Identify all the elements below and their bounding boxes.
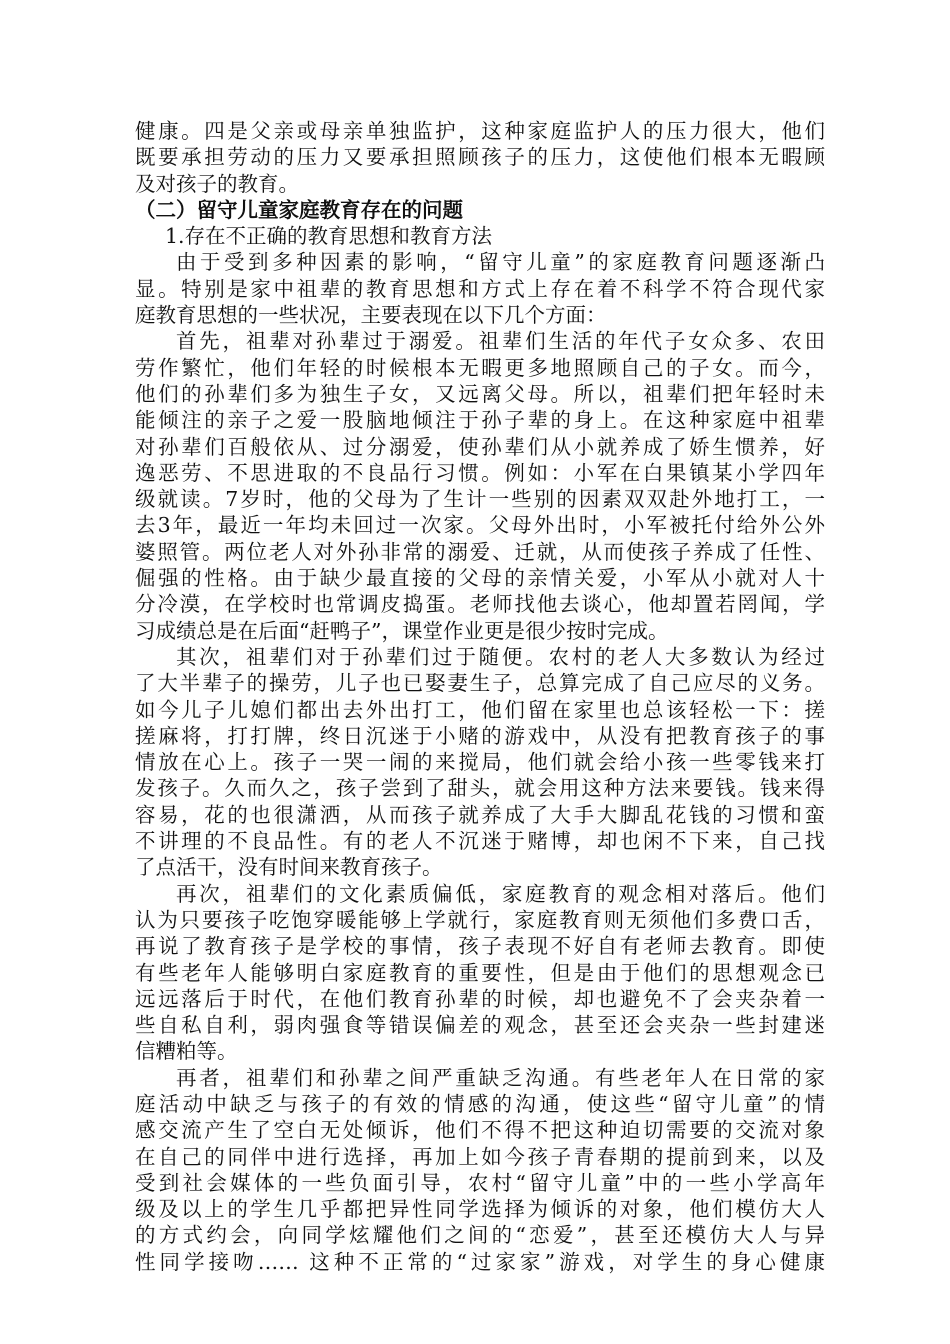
text-line: 在自己的同伴中进行选择，再加上如今孩子青春期的提前到来，以及	[135, 1144, 825, 1169]
text-line: 习成绩总是在后面“赶鸭子”，课堂作业更是很少按时完成。	[135, 618, 669, 643]
text-line: 再说了教育孩子是学校的事情，孩子表现不好自有老师去教育。即使	[135, 934, 825, 959]
text-line: 倔强的性格。由于缺少最直接的父母的亲情关爱，小军从小就对人十	[135, 566, 825, 591]
text-line: 搓麻将，打打牌，终日沉迷于小赌的游戏中，从没有把教育孩子的事	[135, 723, 825, 748]
subsection-heading: 1.存在不正确的教育思想和教育方法	[165, 224, 493, 249]
text-line: 的方式约会，向同学炫耀他们之间的“恋爱”，甚至还模仿大人与异	[135, 1223, 825, 1248]
text-line: 显。特别是家中祖辈的教育思想和方式上存在着不科学不符合现代家	[135, 276, 825, 301]
text-line: 劳作繁忙，他们年轻的时候根本无暇更多地照顾自己的子女。而今，	[135, 355, 825, 380]
body-text	[135, 118, 825, 1275]
text-line: 情放在心上。孩子一哭一闹的来搅局，他们就会给小孩一些零钱来打	[135, 750, 825, 775]
text-line: 由于受到多种因素的影响，“留守儿童”的家庭教育问题逐渐凸	[176, 250, 825, 275]
section-heading: （二）留守儿童家庭教育存在的问题	[135, 197, 463, 222]
text-line: 他们的孙辈们多为独生子女，又远离父母。所以，祖辈们把年轻时未	[135, 381, 825, 406]
text-line: 能倾注的亲子之爱一股脑地倾注于孙子辈的身上。在这种家庭中祖辈	[135, 408, 825, 433]
text-line: 信糟粕等。	[135, 1039, 238, 1064]
text-line: 去3年，最近一年均未回过一次家。父母外出时，小军被托付给外公外	[135, 513, 825, 538]
text-line: 容易，花的也很潇洒，从而孩子就养成了大手大脚乱花钱的习惯和蛮	[135, 802, 825, 827]
text-line: 及对孩子的教育。	[135, 171, 299, 196]
text-line: 对孙辈们百般依从、过分溺爱，使孙辈们从小就养成了娇生惯养，好	[135, 434, 825, 459]
text-line: 不讲理的不良品性。有的老人不沉迷于赌博，却也闲不下来，自己找	[135, 829, 825, 854]
text-line: 感交流产生了空白无处倾诉，他们不得不把这种迫切需要的交流对象	[135, 1118, 825, 1143]
text-line: 些自私自利，弱肉强食等错误偏差的观念，甚至还会夹杂一些封建迷	[135, 1013, 825, 1038]
text-line: 性同学接吻…… 这种不正常的“过家家”游戏，对学生的身心健康	[135, 1249, 825, 1274]
text-line: 了大半辈子的操劳，儿子也已娶妻生子，总算完成了自己应尽的义务。	[135, 671, 825, 696]
text-line: 既要承担劳动的压力又要承担照顾孩子的压力，这使他们根本无暇顾	[135, 145, 825, 170]
text-line: 再次，祖辈们的文化素质偏低，家庭教育的观念相对落后。他们	[176, 881, 825, 906]
text-line: 逸恶劳、不思进取的不良品行习惯。例如：小军在白果镇某小学四年	[135, 460, 825, 485]
text-line: 如今儿子儿媳们都出去外出打工，他们留在家里也总该轻松一下：搓	[135, 697, 825, 722]
text-line: 级就读。7岁时，他的父母为了生计一些别的因素双双赴外地打工，一	[135, 487, 825, 512]
text-line: 了点活干，没有时间来教育孩子。	[135, 855, 443, 880]
text-line: 认为只要孩子吃饱穿暖能够上学就行，家庭教育则无须他们多费口舌，	[135, 907, 825, 932]
text-line: 婆照管。两位老人对外孙非常的溺爱、迁就，从而使孩子养成了任性、	[135, 539, 825, 564]
text-line: 级及以上的学生几乎都把异性同学选择为倾诉的对象，他们模仿大人	[135, 1197, 825, 1222]
text-line: 受到社会媒体的一些负面引导，农村“留守儿童”中的一些小学高年	[135, 1170, 825, 1195]
text-line: 分冷漠，在学校时也常调皮捣蛋。老师找他去谈心，他却置若罔闻，学	[135, 592, 825, 617]
text-line: 首先，祖辈对孙辈过于溺爱。祖辈们生活的年代子女众多、农田	[176, 329, 825, 354]
text-line: 健康。四是父亲或母亲单独监护，这种家庭监护人的压力很大，他们	[135, 119, 825, 143]
text-line: 其次，祖辈们对于孙辈们过于随便。农村的老人大多数认为经过	[176, 644, 825, 669]
text-line: 庭教育思想的一些状况，主要表现在以下几个方面：	[135, 303, 607, 328]
text-line: 庭活动中缺乏与孩子的有效的情感的沟通，使这些“留守儿童”的情	[135, 1091, 825, 1116]
text-line: 有些老年人能够明白家庭教育的重要性，但是由于他们的思想观念已	[135, 960, 825, 985]
text-line: 发孩子。久而久之，孩子尝到了甜头，就会用这种方法来要钱。钱来得	[135, 776, 825, 801]
text-line: 再者，祖辈们和孙辈之间严重缺乏沟通。有些老年人在日常的家	[176, 1065, 825, 1090]
text-line: 远远落后于时代，在他们教育孙辈的时候，却也避免不了会夹杂着一	[135, 986, 825, 1011]
